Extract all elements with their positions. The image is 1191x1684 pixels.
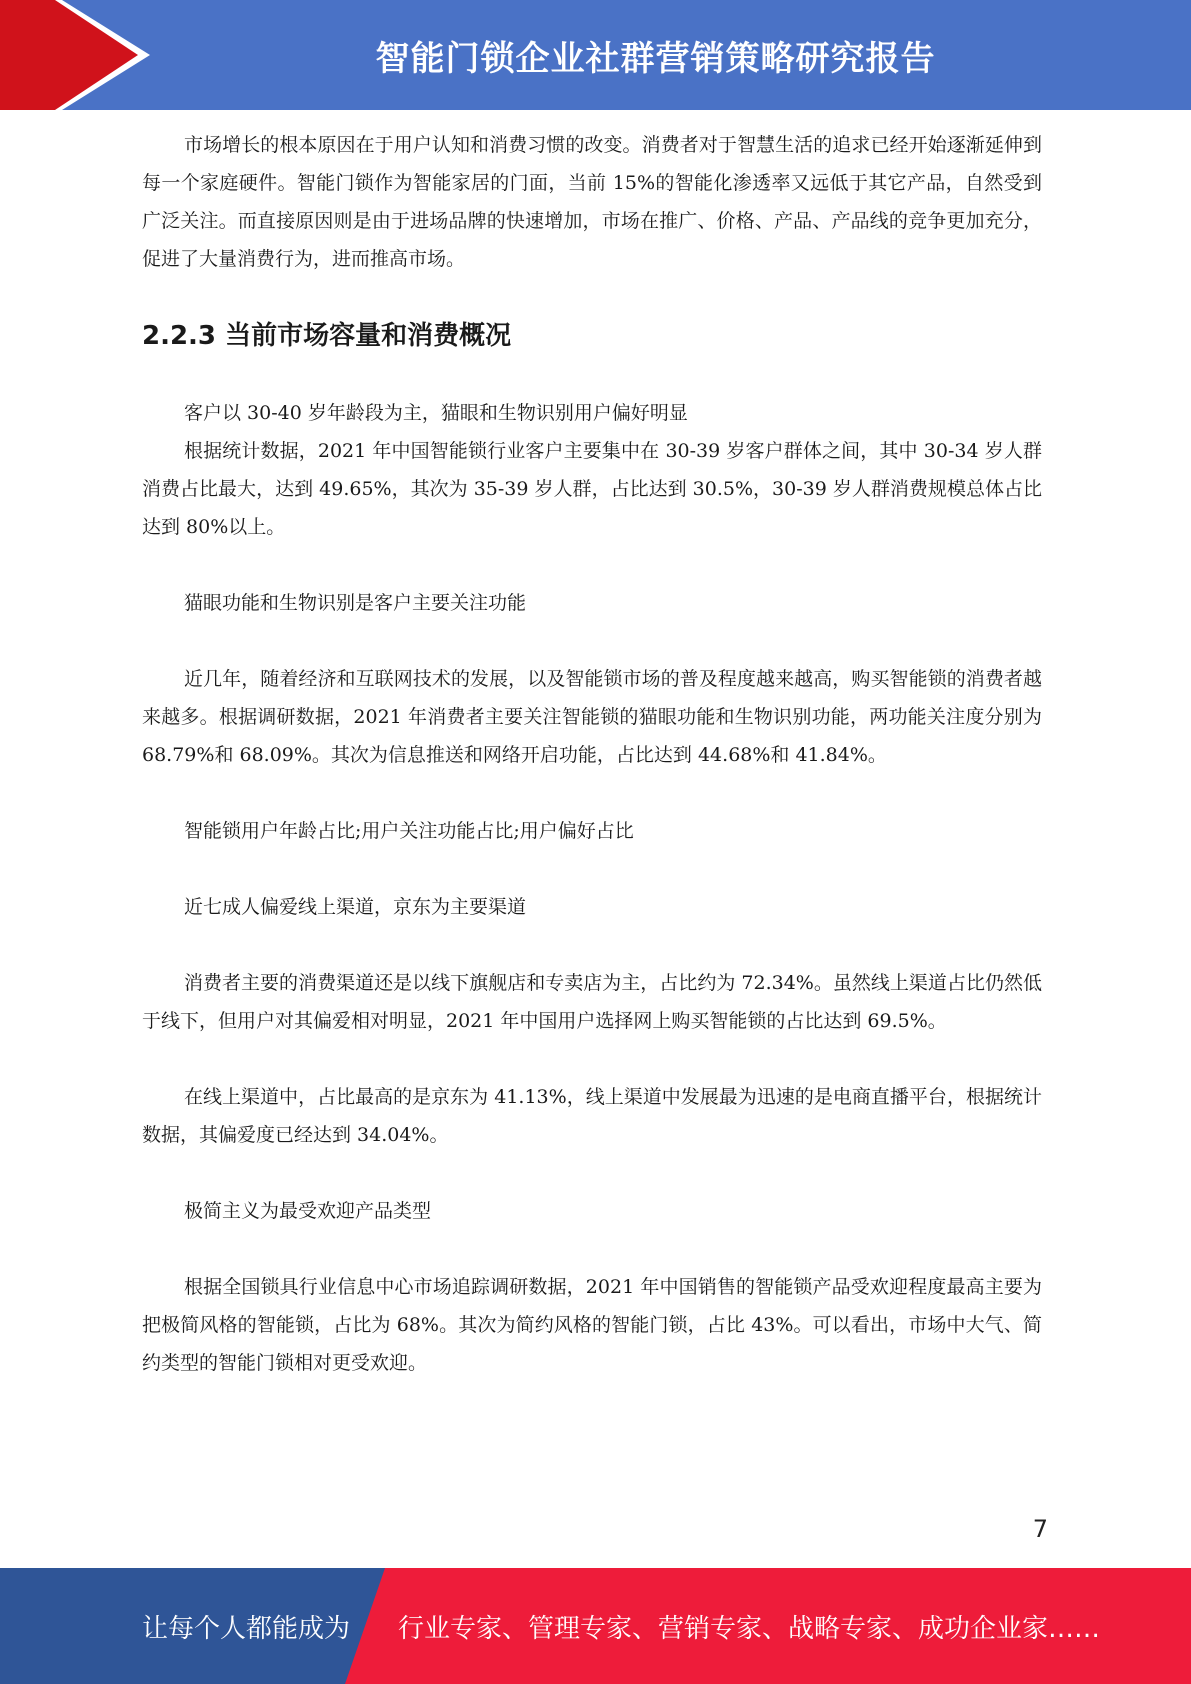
paragraph-feature-subtitle: 猫眼功能和生物识别是客户主要关注功能 bbox=[184, 592, 527, 614]
footer-slogan-left: 让每个人都能成为 bbox=[142, 1613, 351, 1644]
footer-slogan-right: 行业专家、管理专家、营销专家、战略专家、成功企业家…… bbox=[398, 1613, 1101, 1644]
page-number: 7 bbox=[1032, 1515, 1048, 1543]
paragraph-chart-caption: 智能锁用户年龄占比;用户关注功能占比;用户偏好占比 bbox=[184, 820, 634, 842]
paragraph-market-growth: 市场增长的根本原因在于用户认知和消费习惯的改变。消费者对于智慧生活的追求已经开始逐渐延伸到每一个家庭硬件。智能门锁作为智能家居的门面，当前 15%的智能化渗透率又远低于其它产品，自然受到广泛关注。而直接原因则是由于进场品牌的快速增加，市场在推广、价格、产品、产品线的竞争更加充分，促进了大量消费行为，进而推高市场。 bbox=[142, 134, 1042, 270]
section-heading: 2.2.3 当前市场容量和消费概况 bbox=[142, 321, 512, 351]
page-footer bbox=[0, 1568, 1191, 1684]
paragraph-feature-stats: 近几年，随着经济和互联网技术的发展，以及智能锁市场的普及程度越来越高，购买智能锁的消费者越来越多。根据调研数据，2021 年消费者主要关注智能锁的猫眼功能和生物识别功能，两功能关注度分别为 68.79%和 68.09%。其次为信息推送和网络开启功能，占比达到 44.68%和 41.84%。 bbox=[142, 668, 1042, 766]
report-title: 智能门锁企业社群营销策略研究报告 bbox=[375, 38, 936, 79]
paragraph-channel-subtitle: 近七成人偏爱线上渠道，京东为主要渠道 bbox=[184, 896, 527, 918]
page-content bbox=[142, 126, 1042, 1382]
page-header bbox=[0, 0, 1191, 110]
paragraph-style-subtitle: 极简主义为最受欢迎产品类型 bbox=[184, 1200, 432, 1222]
paragraph-channel-stats: 消费者主要的消费渠道还是以线下旗舰店和专卖店为主，占比约为 72.34%。虽然线上渠道占比仍然低于线下，但用户对其偏爱相对明显，2021 年中国用户选择网上购买智能锁的占比达到 69.5%。 bbox=[142, 972, 1042, 1032]
paragraph-age-subtitle: 客户以 30-40 岁年龄段为主，猫眼和生物识别用户偏好明显 bbox=[184, 402, 688, 424]
paragraph-age-stats: 根据统计数据，2021 年中国智能锁行业客户主要集中在 30-39 岁客户群体之间，其中 30-34 岁人群消费占比最大，达到 49.65%，其次为 35-39 岁人群，占比达到 30.5%，30-39 岁人群消费规模总体占比达到 80%以上。 bbox=[142, 440, 1042, 538]
paragraph-style-stats: 根据全国锁具行业信息中心市场追踪调研数据，2021 年中国销售的智能锁产品受欢迎程度最高主要为把极简风格的智能锁，占比为 68%。其次为简约风格的智能门锁，占比 43%。可以看出，市场中大气、简约类型的智能门锁相对更受欢迎。 bbox=[142, 1276, 1042, 1374]
chevron-arrow-icon bbox=[0, 0, 160, 110]
paragraph-online-channel: 在线上渠道中，占比最高的是京东为 41.13%，线上渠道中发展最为迅速的是电商直播平台，根据统计数据，其偏爱度已经达到 34.04%。 bbox=[142, 1086, 1042, 1146]
